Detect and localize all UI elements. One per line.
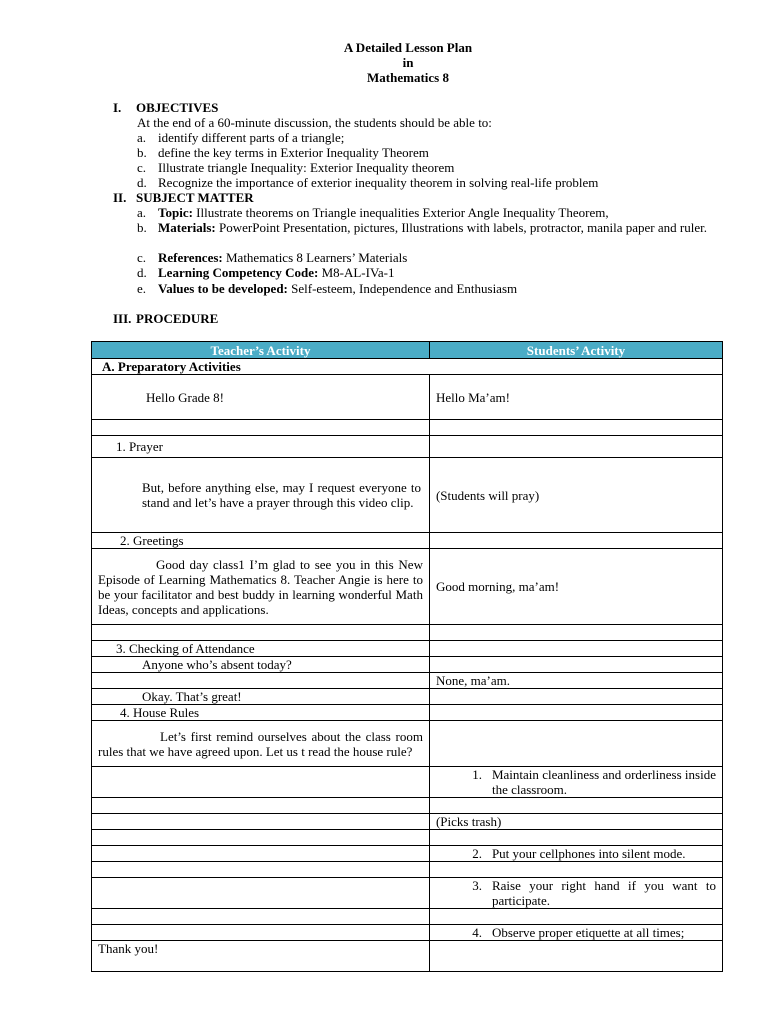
table-row [92,641,723,657]
subject-item-values: e. Values to be developed: Self-esteem, Independence and Enthusiasm [137,281,518,296]
student-cell [429,705,722,721]
table-row [92,375,723,420]
table-row [92,458,723,533]
student-cell [429,625,722,641]
lesson-plan-title: A Detailed Lesson Plan [343,40,473,55]
student-cell [429,925,722,941]
student-cell [429,767,722,798]
preparatory-activities-label: A. Preparatory Activities [92,359,723,375]
teacher-cell [92,862,430,878]
title-in: in [402,55,414,70]
teacher-cell [92,830,430,846]
house-rule-item: 1. Maintain cleanliness and orderliness inside the classroom. [472,767,716,797]
student-cell [429,909,722,925]
student-cell [429,846,722,862]
student-cell: Good morning, ma’am! [429,549,722,625]
teacher-cell [92,798,430,814]
teacher-cell: Good day class1 I’m glad to see you in this New Episode of Learning Mathematics 8. Teacher Angie is here to be your facilitator and best buddy in learning wonderful Math Ideas, concepts and applications. [92,549,430,625]
table-row [92,830,723,846]
table-row [92,436,723,458]
student-cell: (Picks trash) [429,814,722,830]
teacher-cell [92,767,430,798]
procedure-heading [113,311,218,326]
teacher-activity-header: Teacher’s Activity [92,342,430,359]
subject-item-materials: b. Materials: PowerPoint Presentation, pictures, Illustrations with labels, protractor, manila paper and ruler. [137,220,707,235]
table-row [92,862,723,878]
teacher-cell: Thank you! [92,941,430,972]
student-cell [429,721,722,767]
table-row [92,767,723,798]
student-cell [429,862,722,878]
table-row [92,673,723,689]
table-header-row [92,342,723,359]
prayer-label: 1. Prayer [92,436,430,458]
teacher-cell [92,878,430,909]
objectives-number: I. [113,100,122,115]
objectives-title: OBJECTIVES [136,100,219,115]
teacher-cell: But, before anything else, may I request everyone to stand and let’s have a prayer through this video clip. [92,458,430,533]
subject-item-references: c. References: Mathematics 8 Learners’ Materials [137,250,408,265]
student-cell: (Students will pray) [429,458,722,533]
teacher-cell [92,909,430,925]
table-row [92,705,723,721]
teacher-cell: Let’s first remind ourselves about the class room rules that we have agreed upon. Let us t read the house rule? [92,721,430,767]
greetings-label: 2. Greetings [92,533,430,549]
subject-item-competency: d. Learning Competency Code: M8-AL-IVa-1 [137,265,395,280]
teacher-cell: Anyone who’s absent today? [92,657,430,673]
subject-matter-title: SUBJECT MATTER [136,190,254,205]
student-cell [429,436,722,458]
teacher-cell [92,814,430,830]
student-cell: Hello Ma’am! [429,375,722,420]
student-cell [429,941,722,972]
activity-table [91,341,723,972]
table-row [92,925,723,941]
subject-title: Mathematics 8 [367,70,449,85]
subject-matter-number: II. [113,190,127,205]
student-cell [429,830,722,846]
subject-matter-heading [113,190,254,205]
house-rule-item: 3. Raise your right hand if you want to participate. [472,878,716,908]
subject-item-topic: a. Topic: Illustrate theorems on Triangle inequalities Exterior Angle Inequality Theorem, [137,205,609,220]
student-cell: None, ma’am. [429,673,722,689]
procedure-title: PROCEDURE [136,311,219,326]
house-rules-label: 4. House Rules [92,705,430,721]
teacher-cell [92,625,430,641]
procedure-number: III. [113,311,132,326]
student-cell [429,878,722,909]
table-row [92,625,723,641]
student-cell [429,689,722,705]
table-row [92,420,723,436]
objectives-intro: At the end of a 60-minute discussion, the students should be able to: [137,115,492,130]
teacher-cell [92,925,430,941]
teacher-cell: Hello Grade 8! [92,375,430,420]
objective-item: b. define the key terms in Exterior Inequality Theorem [137,145,429,160]
student-cell [429,641,722,657]
student-cell [429,798,722,814]
table-row [92,909,723,925]
attendance-label: 3. Checking of Attendance [92,641,430,657]
students-activity-header: Students’ Activity [429,342,722,359]
objective-item: a. identify different parts of a triangle; [137,130,345,145]
objective-item: c. Illustrate triangle Inequality: Exterior Inequality theorem [137,160,455,175]
teacher-cell [92,846,430,862]
student-cell [429,533,722,549]
student-cell [429,657,722,673]
table-row [92,657,723,673]
table-row [92,846,723,862]
objective-item: d. Recognize the importance of exterior inequality theorem in solving real-life problem [137,175,599,190]
table-row [92,533,723,549]
table-row [92,878,723,909]
house-rule-item: 4. Observe proper etiquette at all times; [472,925,685,940]
table-row [92,798,723,814]
table-row [92,549,723,625]
table-row [92,814,723,830]
teacher-cell [92,673,430,689]
house-rule-item: 2. Put your cellphones into silent mode. [472,846,686,861]
teacher-cell [92,420,430,436]
student-cell [429,420,722,436]
table-row [92,359,723,375]
table-row [92,941,723,972]
table-row [92,721,723,767]
teacher-cell: Okay. That’s great! [92,689,430,705]
table-row [92,689,723,705]
objectives-heading [113,100,218,115]
